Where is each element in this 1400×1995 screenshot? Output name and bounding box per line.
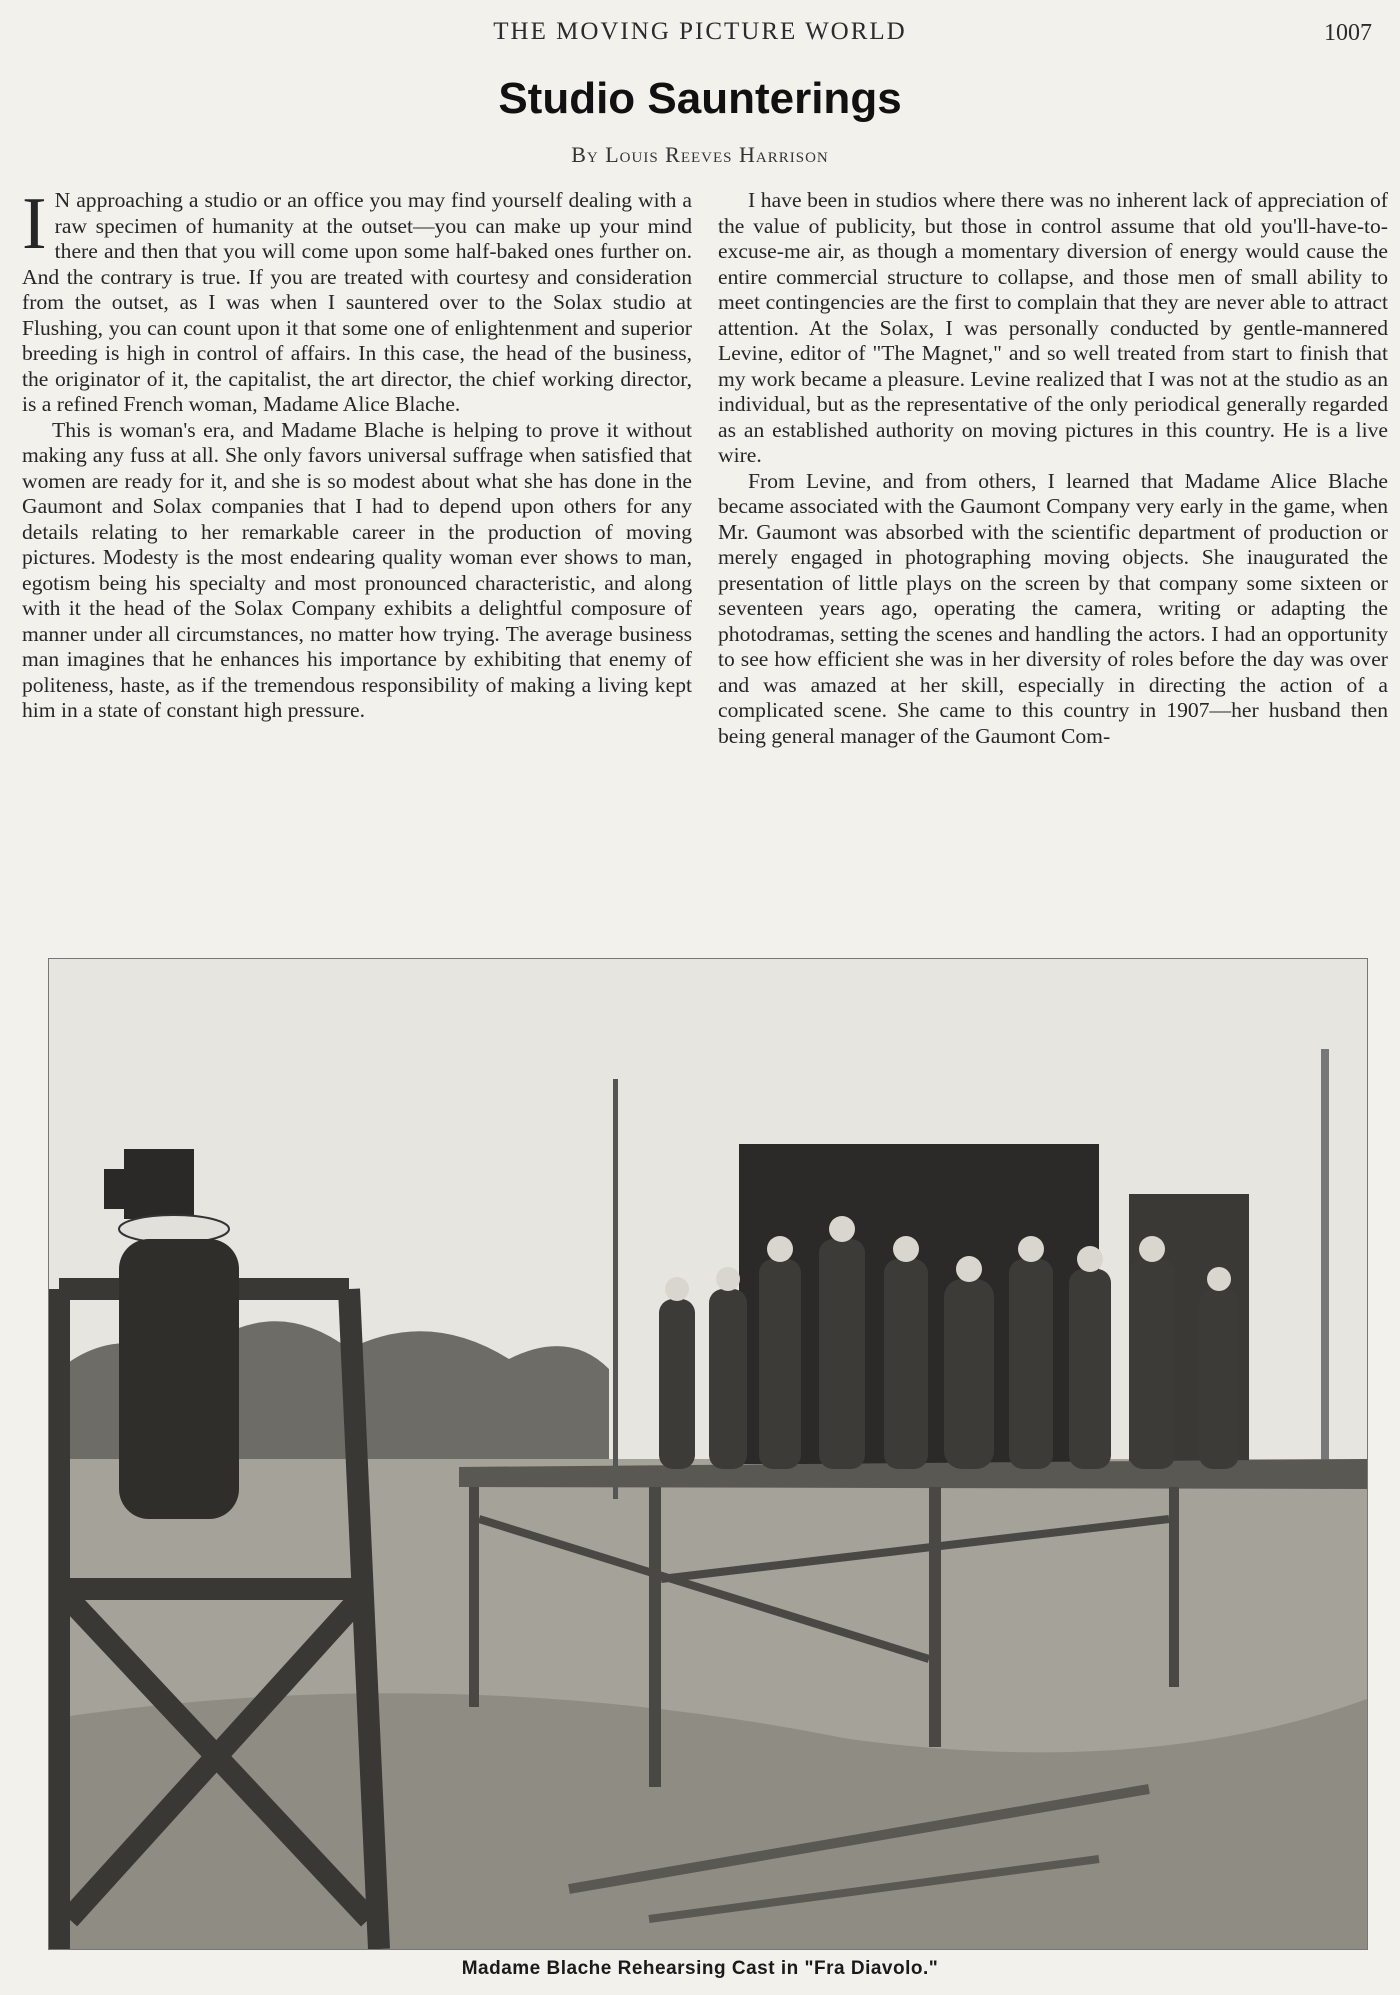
page-number: 1007 [1324,20,1372,46]
running-head: THE MOVING PICTURE WORLD [493,18,907,45]
paragraph-text: N approaching a studio or an office you may find yourself dealing with a raw specimen of humanity at the outset—you can make up your mind there and then that you will come upon some half-baked ones further on. And the contrary is true. If you are treated with courtesy and consideration from the outset, as I was when I sauntered over to the Solax studio at Flushing, you can count upon it that some one of enlightenment and superior breeding is high in control of affairs. In this case, the head of the business, the originator of it, the capitalist, the art director, the chief working director, is a refined French woman, Madame Alice Blache. [22,188,692,416]
drop-cap: I [22,188,47,265]
paragraph [22,188,692,418]
paragraph: I have been in studios where there was no inherent lack of appreciation of the value of publicity, but those in control assume that old you'll-have-to-excuse-me air, as though a momentary diversion of energy would cause the entire commercial structure to collapse, and those men of small ability to meet contingencies are the first to complain that they are never able to attract attention. At the Solax, I was personally conducted by gentle-mannered Levine, editor of "The Magnet," and so well treated from start to finish that my work became a pleasure. Levine realized that I was not at the studio as an individual, but as the representative of the only periodical generally regarded as an established authority on moving pictures in this country. He is a live wire. [718,188,1388,467]
photo-caption: Madame Blache Rehearsing Cast in "Fra Diavolo." [461,1958,939,1979]
left-column [22,188,692,948]
paragraph: From Levine, and from others, I learned that Madame Alice Blache became associated with the Gaumont Company very early in the game, when Mr. Gaumont was absorbed with the scientific department of production or merely engaged in photographing moving objects. She inaugurated the presentation of little plays on the screen by that company some sixteen or seventeen years ago, operating the camera, writing or adapting the photodramas, setting the scenes and handling the actors. I had an opportunity to see how efficient she was in her diversity of roles before the day was over and was amazed at her skill, especially in directing the action of a complicated scene. She came to this country in 1907—her husband then being general manager of the Gaumont Com- [718,468,1388,748]
rehearsal-photograph [48,958,1368,1950]
photo-illustration [49,959,1367,1949]
paragraph: This is woman's era, and Madame Blache is helping to prove it without making any fuss at all. She only favors universal suffrage when satisfied that women are ready for it, and she is so modest about what she has done in the Gaumont and Solax companies that I had to depend upon others for any details relating to her remarkable career in the production of moving pictures. Modesty is the most endearing quality woman ever shows to man, egotism being his specialty and most pronounced characteristic, and along with it the head of the Solax Company exhibits a delightful composure of manner under all circumstances, no matter how trying. The average business man imagines that he enhances his importance by exhibiting that enemy of politeness, haste, as if the tremendous responsibility of making a living kept him in a state of constant high pressure. [22,417,692,722]
article-title: Studio Saunterings [498,74,902,123]
right-column [718,188,1388,948]
byline: By Louis Reeves Harrison [571,142,829,167]
